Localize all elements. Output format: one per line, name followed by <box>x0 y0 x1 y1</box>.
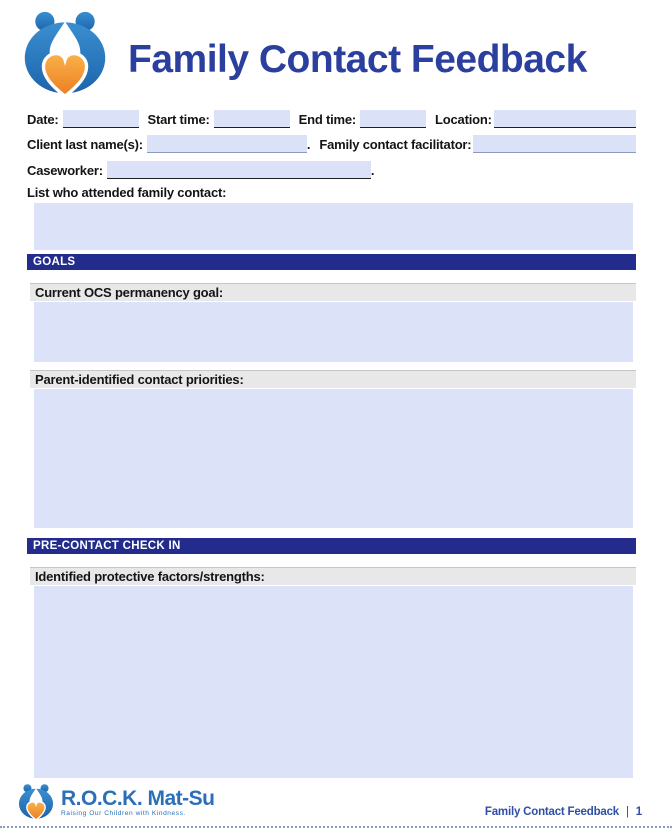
date-time-location-row <box>27 110 636 128</box>
footer-page-info <box>485 806 642 818</box>
location-label: Location: <box>435 112 492 127</box>
caseworker-row <box>27 161 636 179</box>
end-time-field[interactable] <box>360 110 426 128</box>
facilitator-label: Family contact facilitator: <box>319 137 472 152</box>
date-field[interactable] <box>63 110 139 128</box>
pre-contact-section-bar: PRE-CONTACT CHECK IN <box>27 538 636 554</box>
footer-tagline: Raising Our Children with Kindness. <box>61 809 186 817</box>
facilitator-field[interactable] <box>473 135 636 153</box>
footer-doc-title: Family Contact Feedback <box>484 806 619 818</box>
page-title: Family Contact Feedback <box>128 38 587 81</box>
footer-org-name: R.O.C.K. Mat-Su <box>61 786 215 810</box>
client-last-names-field[interactable] <box>147 135 307 153</box>
client-suffix-period: . <box>306 137 311 152</box>
caseworker-label: Caseworker: <box>27 163 103 178</box>
client-last-names-label: Client last name(s): <box>27 137 143 152</box>
footer-separator: | <box>626 806 629 818</box>
footer-dotted-rule <box>0 826 672 828</box>
goals-section-bar: GOALS <box>27 254 636 270</box>
footer-logo-block <box>15 783 215 822</box>
priorities-label-band: Parent-identified contact priorities: <box>30 370 636 388</box>
start-time-field[interactable] <box>214 110 290 128</box>
ocs-goal-label-band: Current OCS permanency goal: <box>30 283 636 301</box>
footer-page-number: 1 <box>635 806 642 818</box>
header <box>0 0 672 102</box>
form-body <box>27 110 636 778</box>
client-facilitator-row <box>27 135 636 153</box>
family-heart-logo-icon <box>14 9 116 101</box>
priorities-textarea[interactable] <box>34 389 633 528</box>
ocs-goal-textarea[interactable] <box>34 302 633 362</box>
location-field[interactable] <box>494 110 636 128</box>
strengths-label-band: Identified protective factors/strengths: <box>30 567 636 585</box>
attendees-textarea[interactable] <box>34 203 633 250</box>
attendees-label: List who attended family contact: <box>27 185 227 200</box>
date-label: Date: <box>27 112 59 127</box>
rock-matsu-logo-icon <box>15 783 57 822</box>
footer-logo-text <box>61 786 215 817</box>
end-time-label: End time: <box>298 112 357 127</box>
start-time-label: Start time: <box>147 112 210 127</box>
caseworker-suffix-period: . <box>370 163 375 178</box>
strengths-textarea[interactable] <box>34 586 633 778</box>
caseworker-field[interactable] <box>107 161 371 179</box>
